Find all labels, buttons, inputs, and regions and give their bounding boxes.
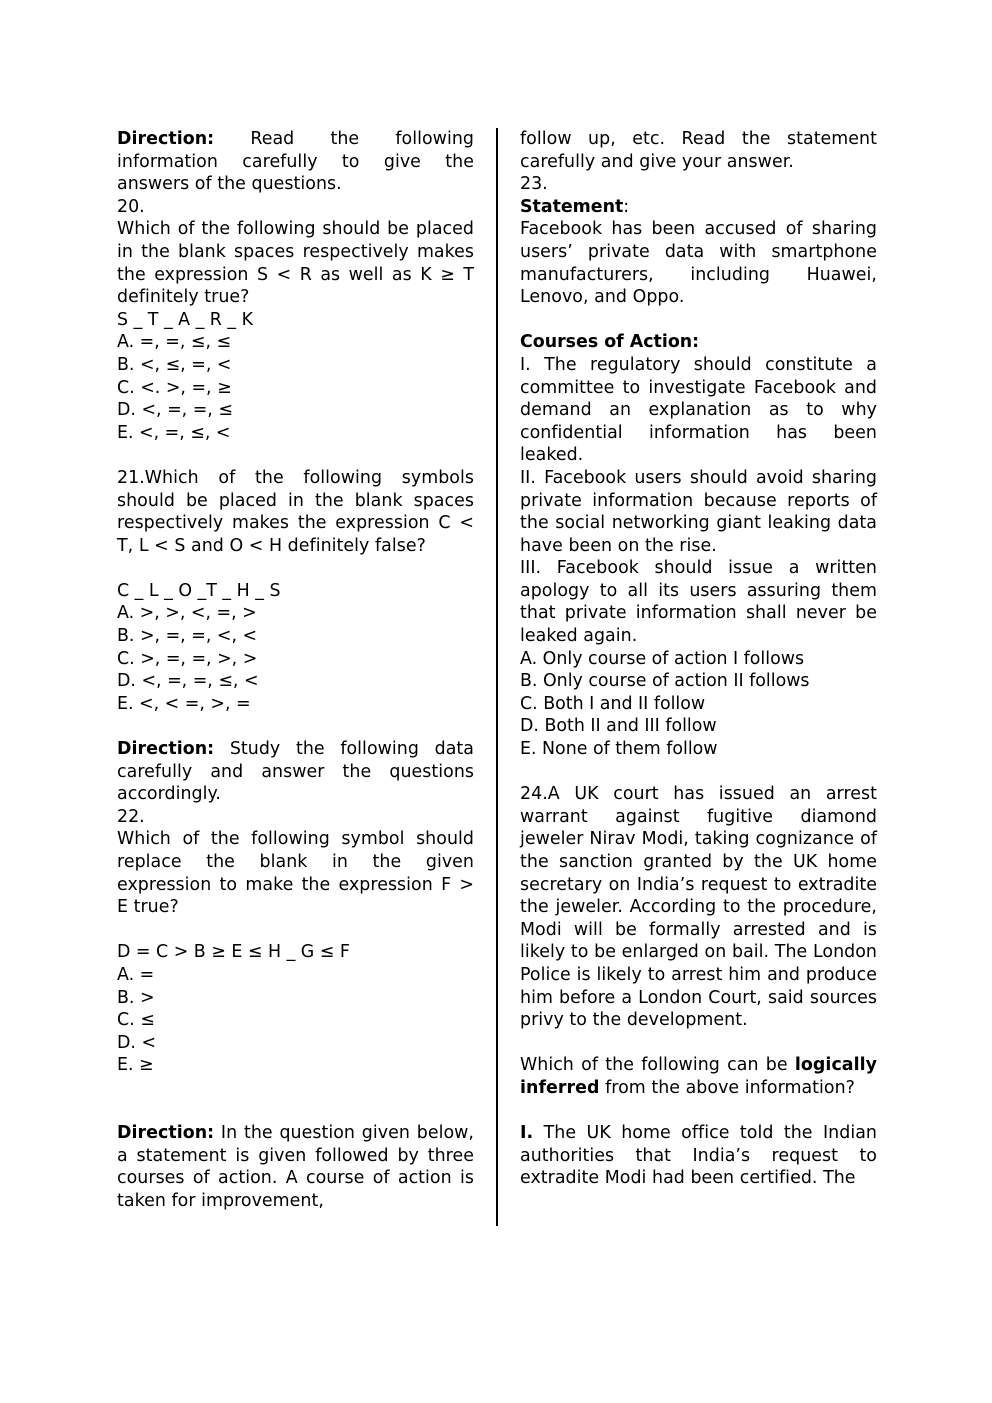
question-24-prompt-part1: Which of the following can be	[520, 1055, 795, 1076]
question-24-statement-i-text: The UK home office told the Indian authorities that India’s request to extradite Modi had been certified. The	[520, 1123, 877, 1189]
question-20-option-e[interactable]: E. <, =, ≤, <	[117, 422, 231, 443]
course-of-action-i: I. The regulatory should constitute a committee to investigate Facebook and demand an explanation as to why confidential information has been leaked.	[520, 354, 877, 466]
question-24-prompt-emphasis: logically inferred	[520, 1055, 877, 1098]
question-24-prompt-part2: from the above information?	[599, 1077, 855, 1098]
spacer	[117, 919, 474, 942]
spacer	[117, 715, 474, 738]
question-20-option-a[interactable]: A. =, =, ≤, ≤	[117, 332, 232, 353]
direction-2-text: Study the following data carefully and answer the questions accordingly.	[117, 739, 474, 805]
direction-1-text: Read the following information carefully to give the answers of the questions.	[117, 129, 474, 195]
question-23-number: 23.	[520, 174, 548, 195]
right-column	[520, 128, 877, 1190]
question-24-statement-i	[520, 1122, 877, 1190]
direction-3-paragraph	[117, 1122, 474, 1212]
question-21-option-b[interactable]: B. >, =, =, <, <	[117, 626, 258, 647]
question-20-option-d[interactable]: D. <, =, =, ≤	[117, 400, 233, 421]
direction-2-paragraph	[117, 738, 474, 806]
question-22-option-e[interactable]: E. ≥	[117, 1055, 154, 1076]
left-column	[117, 128, 474, 1213]
course-of-action-ii: II. Facebook users should avoid sharing private information because reports of the social networking giant leaking data have been on the rise.	[520, 467, 877, 556]
question-22-option-d[interactable]: D. <	[117, 1032, 157, 1053]
direction-1-paragraph	[117, 128, 474, 196]
spacer	[117, 557, 474, 580]
courses-of-action-label: Courses of Action:	[520, 332, 700, 353]
question-20-stem: Which of the following should be placed in the blank spaces respectively makes the expression S < R as well as K ≥ T definitely true?	[117, 219, 474, 308]
question-22-expression: D = C > B ≥ E ≤ H _ G ≤ F	[117, 942, 350, 963]
question-22-option-c[interactable]: C. ≤	[117, 1010, 155, 1031]
question-20-option-b[interactable]: B. <, ≤, =, <	[117, 354, 232, 375]
spacer	[520, 1100, 877, 1123]
question-23-option-c[interactable]: C. Both I and II follow	[520, 693, 706, 714]
direction-3-continuation: follow up, etc. Read the statement carefully and give your answer.	[520, 129, 877, 172]
statement-label-colon: :	[623, 196, 630, 217]
question-22-number: 22.	[117, 806, 145, 827]
question-24-statement-i-label: I.	[520, 1123, 534, 1144]
question-23-option-e[interactable]: E. None of them follow	[520, 739, 718, 760]
question-21-option-c[interactable]: C. >, =, =, >, >	[117, 648, 258, 669]
two-column-layout	[117, 128, 877, 1238]
spacer	[117, 444, 474, 467]
question-22-option-b[interactable]: B. >	[117, 987, 155, 1008]
question-21-option-a[interactable]: A. >, >, <, =, >	[117, 603, 257, 624]
question-24-prompt	[520, 1054, 877, 1099]
spacer	[520, 309, 877, 332]
direction-2-label: Direction:	[117, 739, 215, 760]
spacer	[117, 1077, 474, 1100]
question-21-stem: 21.Which of the following symbols should be placed in the blank spaces respectively makes the expression C < T, L < S and O < H definitely false?	[117, 467, 474, 556]
direction-3-label: Direction:	[117, 1123, 215, 1144]
spacer	[520, 761, 877, 784]
question-22-option-a[interactable]: A. =	[117, 964, 155, 985]
question-21-option-d[interactable]: D. <, =, =, ≤, <	[117, 671, 259, 692]
direction-3-text: In the question given below, a statement is given followed by three courses of action. A course of action is taken for improvement,	[117, 1123, 474, 1211]
spacer	[117, 1100, 474, 1123]
statement-label: Statement	[520, 196, 624, 217]
question-20-number: 20.	[117, 196, 145, 217]
statement-heading	[520, 196, 877, 219]
question-24-passage: 24.A UK court has issued an arrest warrant against fugitive diamond jeweler Nirav Modi, taking cognizance of the sanction granted by the UK home secretary on India’s request to extradite the jeweler. According to the procedure, Modi will be formally arrested and is likely to be enlarged on bail. The London Police is likely to arrest him and produce him before a London Court, said sources privy to the development.	[520, 784, 877, 1031]
question-23-option-d[interactable]: D. Both II and III follow	[520, 716, 717, 737]
spacer	[520, 1032, 877, 1055]
direction-1-label: Direction:	[117, 129, 215, 149]
question-23-statement-text: Facebook has been accused of sharing users’ private data with smartphone manufacturers, including Huawei, Lenovo, and Oppo.	[520, 219, 877, 308]
question-20-option-c[interactable]: C. <. >, =, ≥	[117, 377, 232, 398]
question-21-expression: C _ L _ O _T _ H _ S	[117, 580, 281, 601]
course-of-action-iii: III. Facebook should issue a written apology to all its users assuring them that private information shall never be leaked again.	[520, 558, 877, 647]
question-21-option-e[interactable]: E. <, < =, >, =	[117, 693, 251, 714]
courses-of-action-heading	[520, 331, 877, 354]
question-22-stem: Which of the following symbol should replace the blank in the given expression to make the expression F > E true?	[117, 829, 474, 918]
question-20-expression: S _ T _ A _ R _ K	[117, 309, 254, 330]
question-23-option-b[interactable]: B. Only course of action II follows	[520, 671, 810, 692]
column-divider	[496, 128, 498, 1226]
question-23-option-a[interactable]: A. Only course of action I follows	[520, 648, 805, 669]
